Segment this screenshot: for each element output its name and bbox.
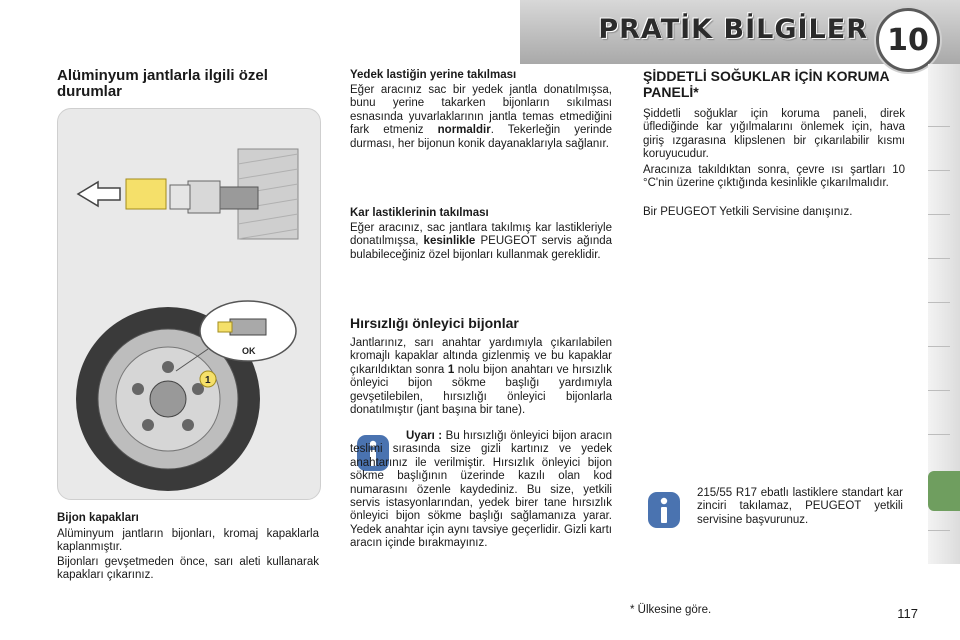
cold-panel-paragraph-3: Bir PEUGEOT Yetkili Servisine danışınız. <box>643 206 853 218</box>
antitheft-paragraph: Jantlarınız, sarı anahtar yardımıyla çıkarılabilen kromajlı kapaklar altında gizlenmiş ve bu kapaklar çıkarıldıktan sonra 1 nolu bijon anahtarı ve hırsızlık önleyici bijon sökme başlığı yardımıyla gevşetilebilen, hırsızlığı önleyici bijonlarla donatılmıştır (jant başına bir tane). <box>350 337 612 417</box>
tab-divider <box>928 126 950 127</box>
wheel-illustration <box>57 108 321 500</box>
snow-tyres-paragraph: Eğer aracınız, sac jantlara takılmış kar lastikleriyle donatılmışsa, kesinlikle PEUGEOT servis ağında bulabileceğiniz özel bijonları kullanmak gereklidir. <box>350 222 613 261</box>
tab-divider <box>928 258 950 259</box>
tab-divider <box>928 170 950 171</box>
tab-divider <box>928 346 950 347</box>
chapter-number-badge: 10 <box>876 8 940 72</box>
tab-divider <box>928 390 950 391</box>
tab-divider <box>928 434 950 435</box>
page-number: 117 <box>897 606 918 621</box>
wheel-nut-diagram <box>58 109 320 499</box>
cold-panel-paragraph-1: Şiddetli soğuklar için koruma paneli, direk üflediğinde kar yığılmalarını önlemek için, hava giriş ızgarasına klipslenen bir çıkarılabilir kısmı koruyucudur. <box>643 108 905 161</box>
tab-active-chapter[interactable] <box>928 471 960 511</box>
chapter-title: PRATİK BİLGİLER <box>598 14 868 45</box>
bijon-caps-title: Bijon kapakları <box>57 512 139 524</box>
section-heading-aluminium: Alüminyum jantlarla ilgili özel durumlar <box>57 67 268 100</box>
snow-tyres-title: Kar lastiklerinin takılması <box>350 207 489 219</box>
footnote: * Ülkesine göre. <box>630 604 712 616</box>
bijon-caps-paragraph-1: Alüminyum jantların bijonları, kromaj kapaklarla kaplanmıştır. <box>57 528 319 554</box>
cold-panel-heading: ŞİDDETLİ SOĞUKLAR İÇİN KORUMA PANELİ* <box>643 68 890 100</box>
tab-divider <box>928 302 950 303</box>
callout-number: 1 <box>205 375 211 386</box>
info-icon <box>647 491 681 529</box>
bijon-caps-paragraph-2: Bijonları gevşetmeden önce, sarı aleti kullanarak kapakları çıkarınız. <box>57 556 319 582</box>
antitheft-heading: Hırsızlığı önleyici bijonlar <box>350 315 519 331</box>
spare-wheel-title: Yedek lastiğin yerine takılması <box>350 69 517 81</box>
spare-wheel-paragraph: Eğer aracınız sac bir yedek jantla donatılmışsa, bunu yerine takarken bijonların sıkılması esnasında yuvarlaklarının jantla temas etmediğini fark etmeniz normaldir. Tekerleğin yerinde durması, her bijonun konik dayanaklarıyla sağlanır. <box>350 84 613 150</box>
cold-panel-paragraph-2: Aracınıza takıldıktan sonra, çevre ısı şartları 10 °C'nin üzerine çıktığında kesinlikle çıkarılmalıdır. <box>643 164 905 190</box>
cap-removal-detail <box>78 149 298 239</box>
tab-divider <box>928 214 950 215</box>
snow-chain-note: 215/55 R17 ebatlı lastiklere standart kar zinciri takılamaz, PEUGEOT yetkili servisine başvurunuz. <box>697 487 903 526</box>
tab-divider <box>928 530 950 531</box>
ok-label: OK <box>242 346 256 356</box>
warning-note: Uyarı : Bu hırsızlığı önleyici bijon aracın teslimi sırasında size gizli kartınız ve yedek anahtarınız ile verilmiştir. Hırsızlık önleyici bijon sökme başlığının üzerinde kazılı olan kod numarasını özenle kaydediniz. Bu size, yetkili servis istasyonlarından, yedek birer tane hırsızlık önleyici bijon sökme başlığı sağlamanıza yarar. Yedek anahtar için aynı tavsiye geçerlidir. Gizli kartı aracın içinde bırakmayınız. <box>350 430 612 550</box>
